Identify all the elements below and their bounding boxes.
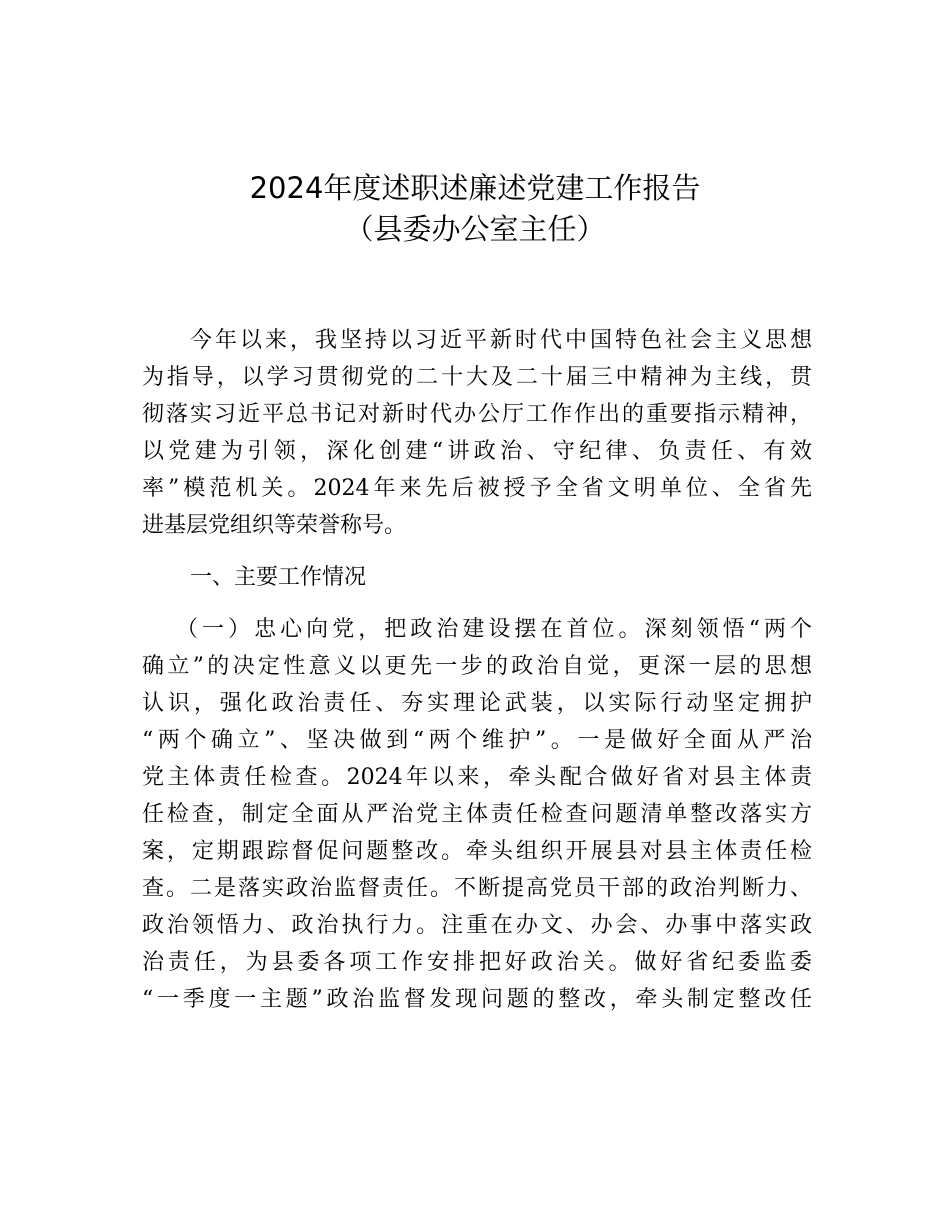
section-1-line: 政治领悟力、政治执行力。注重在办文、办会、办事中落实政 <box>142 913 812 938</box>
intro-line: 进基层党组织等荣誉称号。 <box>142 513 407 538</box>
section-1-line: 党主体责任检查。2024年以来，牵头配合做好省对县主体责 <box>142 765 812 790</box>
section-1-line: 治责任，为县委各项工作安排把好政治关。做好省纪委监委 <box>142 950 812 975</box>
section-1-line: 查。二是落实政治监督责任。不断提高党员干部的政治判断力、 <box>142 876 812 901</box>
document-title <box>0 168 950 250</box>
title-line-main: 2024年度述职述廉述党建工作报告 <box>249 171 701 205</box>
intro-line: 以党建为引领，深化创建“讲政治、守纪律、负责任、有效 <box>142 439 812 464</box>
section-1-line: “一季度一主题”政治监督发现问题的整改，牵头制定整改任 <box>142 987 812 1012</box>
document-body <box>142 322 812 1018</box>
section-1-line: 案，定期跟踪督促问题整改。牵头组织开展县对县主体责任检 <box>142 839 812 864</box>
intro-line: 为指导，以学习贯彻党的二十大及二十届三中精神为主线，贯 <box>142 365 812 390</box>
section-heading: 一、主要工作情况 <box>190 565 367 590</box>
intro-line: 今年以来，我坚持以习近平新时代中国特色社会主义思想 <box>190 328 812 353</box>
intro-line: 率”模范机关。2024年来先后被授予全省文明单位、全省先 <box>142 476 812 501</box>
section-1-line: “两个确立”、坚决做到“两个维护”。一是做好全面从严治 <box>142 728 812 753</box>
section-1-line: （一）忠心向党，把政治建设摆在首位。深刻领悟“两个 <box>176 617 812 642</box>
title-line-subtitle: （县委办公室主任） <box>344 212 606 246</box>
paragraph-gap <box>142 596 812 611</box>
section-1-line: 任检查，制定全面从严治党主体责任检查问题清单整改落实方 <box>142 802 812 827</box>
section-1-line: 认识，强化政治责任、夯实理论武装，以实际行动坚定拥护 <box>142 691 812 716</box>
paragraph-gap <box>142 544 812 559</box>
section-1-line: 确立”的决定性意义以更先一步的政治自觉，更深一层的思想 <box>142 654 812 679</box>
intro-line: 彻落实习近平总书记对新时代办公厅工作作出的重要指示精神， <box>142 402 812 427</box>
